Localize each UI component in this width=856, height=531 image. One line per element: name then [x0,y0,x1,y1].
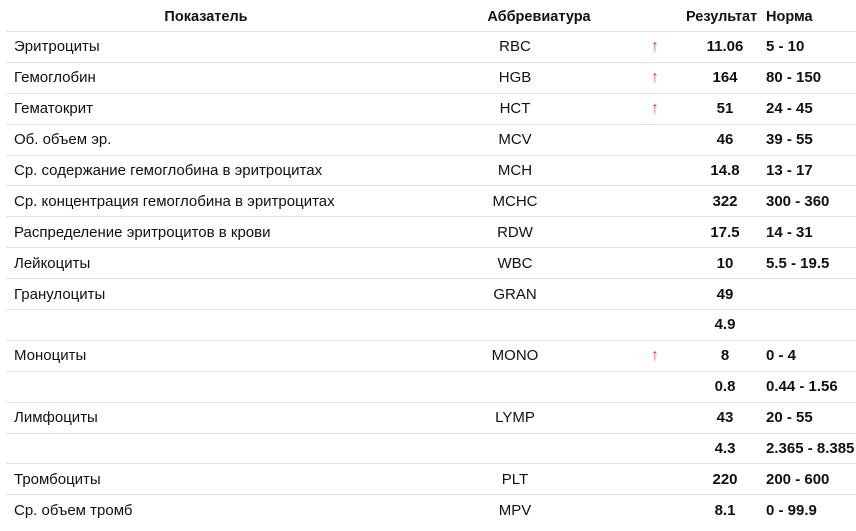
indicator-abbreviation: RBC [406,32,624,63]
indicator-abbreviation: WBC [406,248,624,279]
indicator-name: Об. объем эр. [6,124,406,155]
increase-arrow-icon [624,464,686,495]
result-value: 46 [686,124,764,155]
result-value: 220 [686,464,764,495]
table-row [6,155,856,186]
header-result: Результат [686,3,764,32]
increase-arrow-icon [624,186,686,217]
table-row [6,124,856,155]
increase-arrow-icon: ↑ [624,32,686,63]
table-row [6,186,856,217]
indicator-abbreviation: HCT [406,93,624,124]
indicator-abbreviation: MPV [498,501,532,519]
indicator-name [6,433,406,464]
indicator-abbreviation [406,433,624,464]
result-value: 8.1 [714,501,736,519]
indicator-abbreviation: MCHC [406,186,624,217]
indicator-name: Распределение эритроцитов в крови [6,217,406,248]
norm-range: 24 - 45 [764,93,856,124]
indicator-name: Эритроциты [6,32,406,63]
norm-range: 2.365 - 8.385 [764,433,856,464]
result-value: 51 [686,93,764,124]
increase-arrow-icon [624,124,686,155]
table-row [6,371,856,402]
indicator-name: Лимфоциты [6,402,406,433]
result-value: 49 [686,279,764,310]
increase-arrow-icon [624,433,686,464]
norm-range: 14 - 31 [764,217,856,248]
norm-range: 0.44 - 1.56 [764,371,856,402]
increase-arrow-icon [624,155,686,186]
increase-arrow-icon [624,371,686,402]
norm-range [764,310,856,341]
increase-arrow-icon [624,217,686,248]
result-value: 4.3 [686,433,764,464]
increase-arrow-icon: ↑ [624,93,686,124]
increase-arrow-icon [624,279,686,310]
indicator-abbreviation: MONO [406,340,624,371]
table-header-row [6,3,856,32]
header-flag-spacer [624,3,686,32]
table-row [6,248,856,279]
blood-test-table [6,3,856,525]
table-row [6,340,856,371]
increase-arrow-icon: ↑ [624,62,686,93]
result-value: 10 [686,248,764,279]
table-body [6,32,856,526]
result-value: 0.8 [686,371,764,402]
table-row [6,310,856,341]
indicator-abbreviation: MCV [406,124,624,155]
indicator-name: Лейкоциты [6,248,406,279]
result-value: 322 [686,186,764,217]
indicator-name: Гематокрит [6,93,406,124]
norm-range: 13 - 17 [764,155,856,186]
indicator-abbreviation: MCH [406,155,624,186]
result-value: 11.06 [686,32,764,63]
header-name: Показатель [6,3,406,32]
norm-range: 200 - 600 [764,464,856,495]
indicator-name: Ср. объем тромб [14,501,133,519]
indicator-name: Тромбоциты [6,464,406,495]
norm-range: 80 - 150 [764,62,856,93]
result-value: 8 [686,340,764,371]
table-row [6,464,856,495]
norm-range: 0 - 4 [764,340,856,371]
increase-arrow-icon: ↑ [624,340,686,371]
header-abbreviation: Аббревиатура [406,3,624,32]
indicator-name: Ср. концентрация гемоглобина в эритроцитах [6,186,406,217]
indicator-abbreviation [406,371,624,402]
norm-range: 20 - 55 [764,402,856,433]
table-row [6,93,856,124]
table-row [6,217,856,248]
table-row [6,279,856,310]
indicator-abbreviation: GRAN [406,279,624,310]
norm-range: 300 - 360 [764,186,856,217]
result-value: 43 [686,402,764,433]
norm-range: 39 - 55 [764,124,856,155]
result-value: 14.8 [686,155,764,186]
table-row [6,62,856,93]
indicator-name: Гранулоциты [6,279,406,310]
indicator-abbreviation [406,310,624,341]
table-row [6,495,856,525]
increase-arrow-icon [624,495,686,525]
table-row [6,402,856,433]
indicator-name [6,371,406,402]
result-value: 164 [686,62,764,93]
result-value: 4.9 [686,310,764,341]
indicator-name: Гемоглобин [6,62,406,93]
indicator-abbreviation: LYMP [406,402,624,433]
indicator-abbreviation: PLT [406,464,624,495]
table-row [6,433,856,464]
header-norm: Норма [764,3,856,32]
norm-range: 0 - 99.9 [766,501,817,519]
table-row [6,32,856,63]
indicator-abbreviation: RDW [406,217,624,248]
result-value: 17.5 [686,217,764,248]
norm-range: 5 - 10 [764,32,856,63]
increase-arrow-icon [624,402,686,433]
norm-range [764,279,856,310]
norm-range: 5.5 - 19.5 [764,248,856,279]
indicator-abbreviation: HGB [406,62,624,93]
increase-arrow-icon [624,310,686,341]
indicator-name: Моноциты [6,340,406,371]
indicator-name: Ср. содержание гемоглобина в эритроцитах [6,155,406,186]
increase-arrow-icon [624,248,686,279]
indicator-name [6,310,406,341]
